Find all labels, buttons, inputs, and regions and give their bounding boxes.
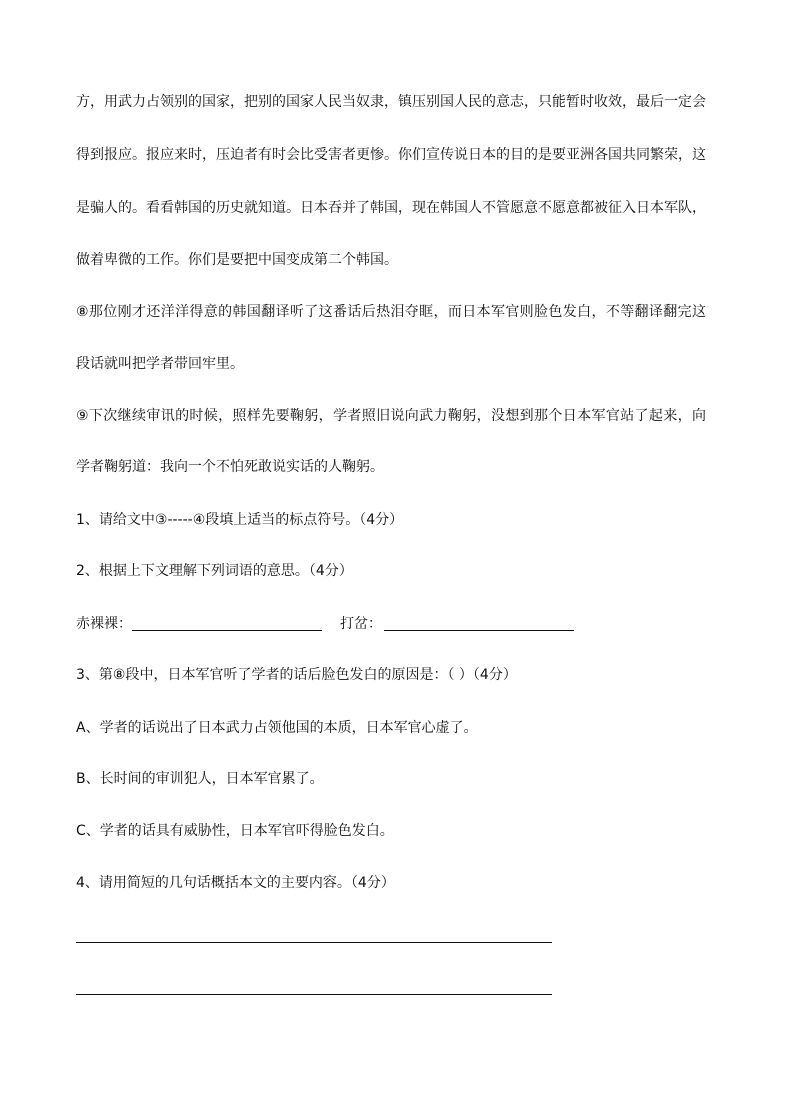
passage-line: 学者鞠躬道：我向一个不怕死敢说实话的人鞠躬。 <box>76 459 384 475</box>
vocab-term-label: 打岔： <box>340 616 382 632</box>
answer-line[interactable] <box>76 942 552 943</box>
answer-blank-term2[interactable] <box>384 630 574 631</box>
passage-line: 是骗人的。看看韩国的历史就知道。日本吞并了韩国，现在韩国人不管愿意不愿意都被征入日本军队， <box>76 200 706 216</box>
question-1: 1、请给文中③-----④段填上适当的标点符号。（4分） <box>76 512 404 528</box>
passage-line: 得到报应。报应来时，压迫者有时会比受害者更惨。你们宣传说日本的目的是要亚洲各国共同繁荣，这 <box>76 147 706 163</box>
passage-line: 段话就叫把学者带回牢里。 <box>76 356 244 372</box>
passage-line: ⑨下次继续审讯的时候，照样先要鞠躬，学者照旧说向武力鞠躬，没想到那个日本军官站了起来，向 <box>76 408 706 424</box>
question-4: 4、请用简短的几句话概括本文的主要内容。（4分） <box>76 875 395 891</box>
answer-line[interactable] <box>76 994 552 995</box>
vocab-term-label: 赤裸裸： <box>76 616 132 632</box>
passage-line: 方，用武力占领别的国家，把别的国家人民当奴隶，镇压别国人民的意志，只能暂时收效，最后一定会 <box>76 94 706 110</box>
question-2: 2、根据上下文理解下列词语的意思。（4分） <box>76 563 353 579</box>
question-3: 3、第⑧段中，日本军官听了学者的话后脸色发白的原因是：（ ）（4分） <box>76 667 517 683</box>
question-3-option: C、学者的话具有威胁性，日本军官吓得脸色发白。 <box>76 823 394 839</box>
passage-line: 做着卑微的工作。你们是要把中国变成第二个韩国。 <box>76 252 398 268</box>
answer-blank-term1[interactable] <box>132 630 322 631</box>
passage-line: ⑧那位刚才还洋洋得意的韩国翻译听了这番话后热泪夺眶，而日本军官则脸色发白，不等翻译翻完这 <box>76 304 706 320</box>
question-3-option: A、学者的话说出了日本武力占领他国的本质，日本军官心虚了。 <box>76 720 478 736</box>
question-3-option: B、长时间的审训犯人，日本军官累了。 <box>76 771 324 787</box>
